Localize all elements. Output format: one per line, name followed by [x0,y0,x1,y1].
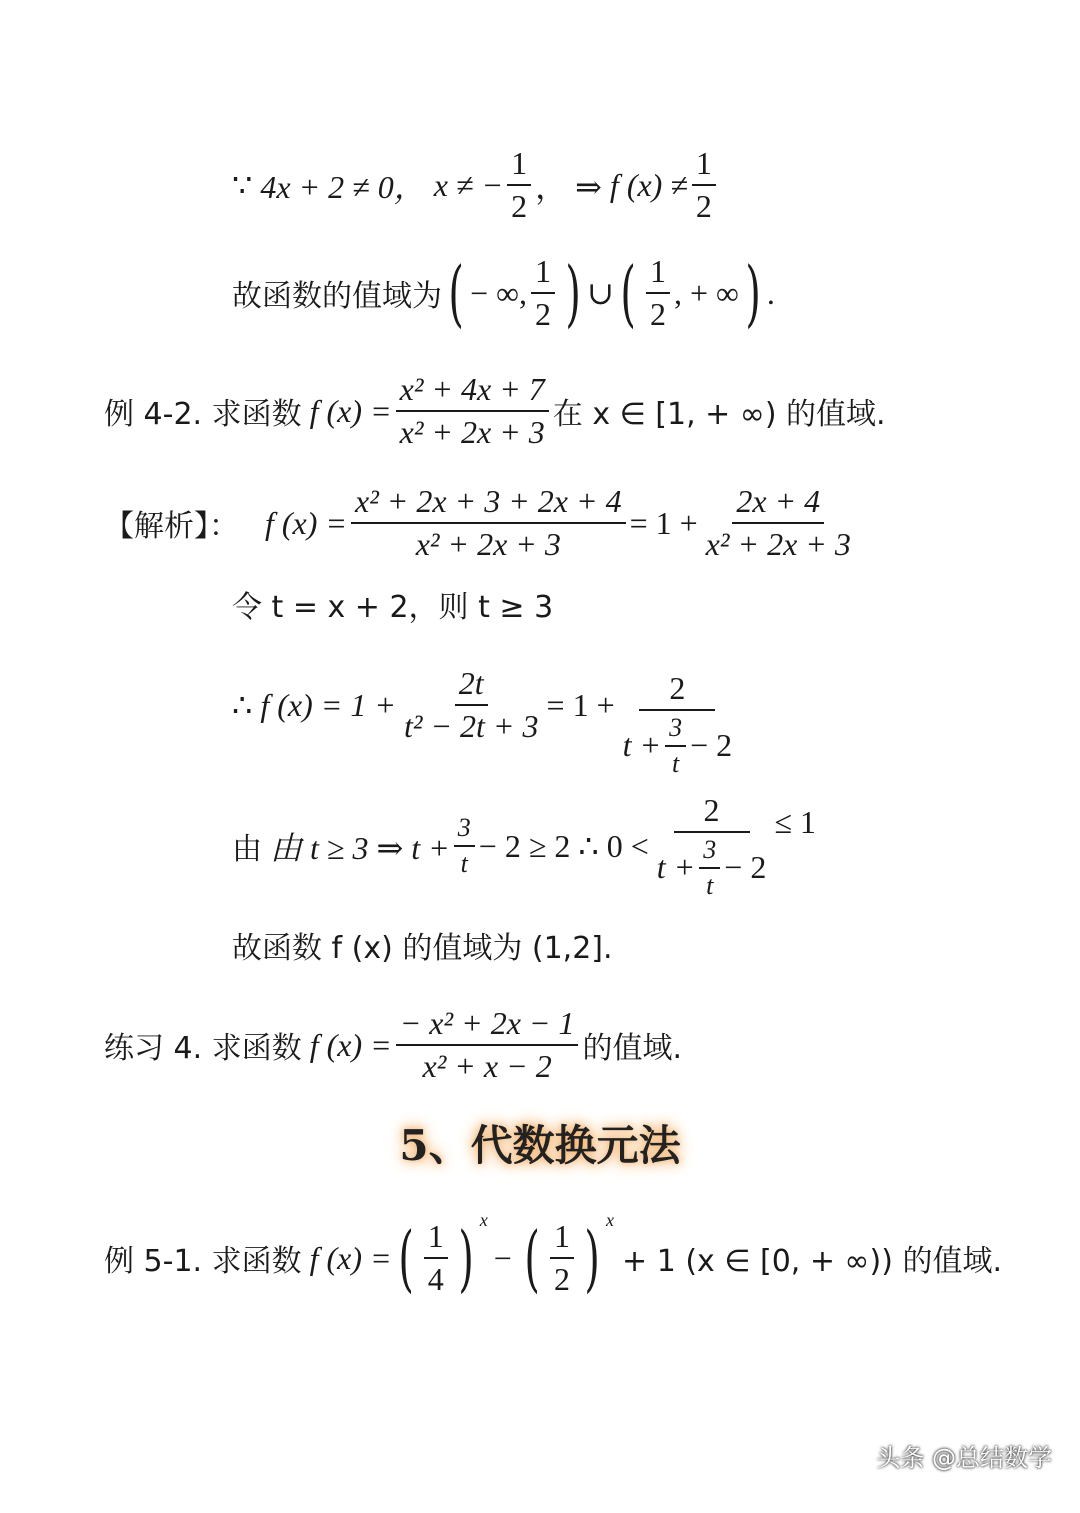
fraction: $\frac{1}{2}$ [692,145,716,225]
line-range-1: 故函数的值域为 ( − ∞, $\frac{1}{2}$ ) ∪ ( $\frac{1}{2}$ , + ∞ ) . [232,251,775,335]
inequality-line: 由 由 t ≥ 3 ⇒ t + $\frac{3}{t}$ − 2 ≥ 2 ∴ 0 < 2 t + $\frac{3}{t}$ − 2 ≤ 1 [232,791,816,900]
example-4-2: 例 4-2. 求函数 f (x) = $\frac{\text{x² + 4x + 7}}{\text{x² + 2x + 3}}$ 在 x ∈ [1, + ∞) 的值域. [104,371,886,450]
section-heading: 5、代数换元法 [399,1121,681,1170]
fraction: $\frac{2t}{\text{t² − 2t + 3}}$ [403,665,539,744]
let-t-line: 令 t = x + 2，则 t ≥ 3 [232,590,554,625]
fraction: $\frac{1}{2}$ [646,253,670,333]
eq-part: 4x + 2 ≠ 0， [260,169,426,205]
therefore-line: ∴ f (x) = 1 + $\frac{2t}{\text{t² − 2t + 3}}$ = 1 + 2 t + $\frac{3}{t}$ − 2 [232,640,740,770]
fraction: $\frac{1}{4}$ [424,1218,448,1298]
watermark: 头条 @总结数学 [876,1444,1052,1472]
fraction: 2 t + $\frac{3}{t}$ − 2 [656,791,767,900]
line-because: ∵ 4x + 2 ≠ 0， x ≠ − $\frac{1}{2}$ ， ⇒ f (x) ≠ $\frac{1}{2}$ [232,140,720,230]
fraction: $\frac{1}{2}$ [531,253,555,333]
eq-part: x ≠ − [433,166,504,203]
fraction: $\frac{\text{x² + 4x + 7}}{\text{x² + 2x + 3}}$ [396,371,549,451]
fraction: $\frac{\text{x² + 2x + 3 + 2x + 4}}{\text{x² + 2x + 3}}$ [351,483,626,563]
example-5-1: 例 5-1. 求函数 f (x) = ( $\frac{1}{4}$ ) x − ( $\frac{1}{2}$ ) x + 1 (x ∈ [0, + ∞)) 的值域. [104,1210,1002,1300]
fraction: $\frac{\text{− x² + 2x − 1}}{\text{x² + x − 2}}$ [396,1005,579,1085]
fraction: $\frac{1}{2}$ [550,1218,574,1298]
fraction: $\frac{3}{t}$ [454,813,475,879]
range-line: 故函数 f (x) 的值域为 (1,2]. [232,931,613,966]
fraction: $\frac{1}{2}$ [507,145,531,225]
fraction: $\frac{2x + 4}{\text{x² + 2x + 3}}$ [705,483,851,562]
exercise-4: 练习 4. 求函数 f (x) = $\frac{\text{− x² + 2x − 1}}{\text{x² + x − 2}}$ 的值域. [104,1005,683,1084]
solution-line: 【解析】： f (x) = $\frac{\text{x² + 2x + 3 + 2x + 4}}{\text{x² + 2x + 3}}$ = 1 + $\frac{2x + 4}{\text{x² + 2x + 3}}$ [104,480,859,566]
fraction: 2 t + $\frac{3}{t}$ − 2 [622,669,733,778]
